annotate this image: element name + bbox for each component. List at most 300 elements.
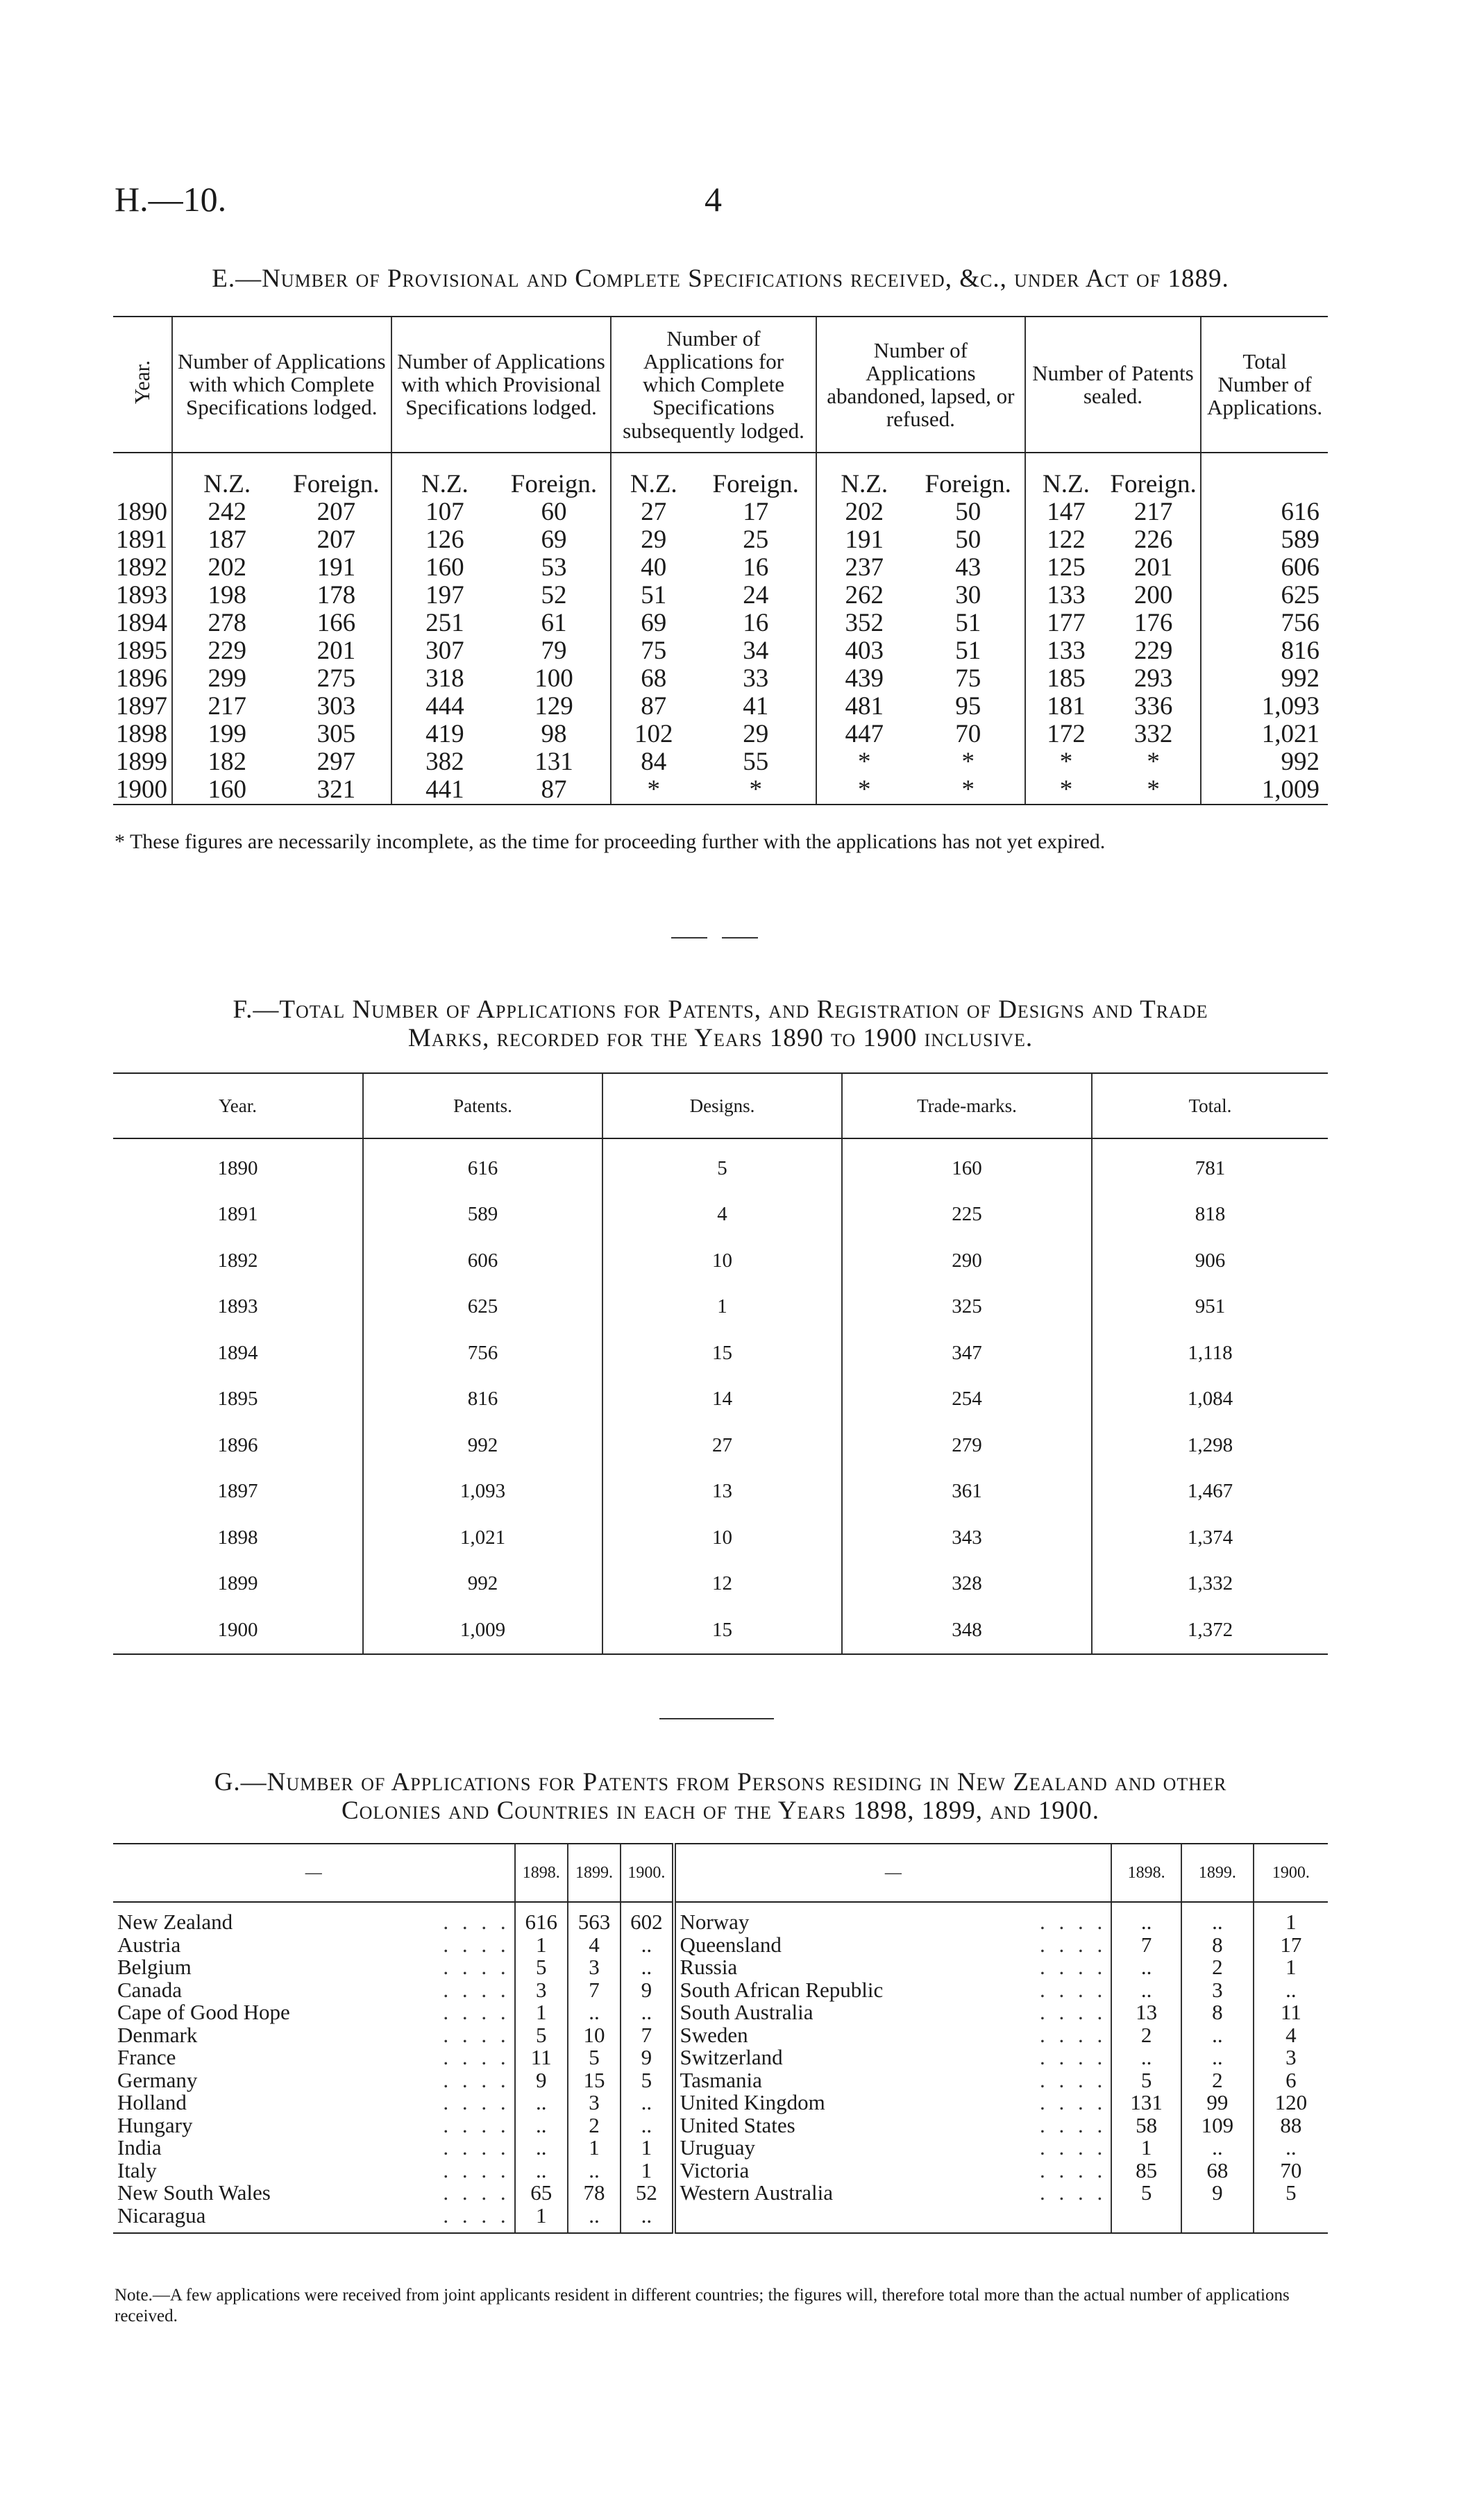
value-cell: 2 [1111, 2024, 1181, 2047]
value-cell: 51 [611, 582, 695, 609]
value-cell: 444 [391, 693, 498, 721]
value-cell: 65 [515, 2182, 568, 2205]
value-cell: 262 [816, 582, 912, 609]
table-row [113, 1377, 1328, 1423]
value-cell: .. [1181, 2024, 1254, 2047]
sub-foreign: Foreign. [1110, 469, 1197, 498]
total-cell: 1,467 [1092, 1469, 1328, 1515]
leader-dots: . . . . [443, 2067, 510, 2092]
value-cell: 202 [172, 554, 282, 582]
table-row [113, 637, 1328, 665]
leader-dots: . . . . [1040, 2067, 1107, 2092]
value-cell: 13 [1111, 2001, 1181, 2024]
col-1900: 1900. [1254, 1844, 1328, 1902]
value-cell: 30 [955, 580, 981, 609]
divider [671, 937, 707, 938]
country-cell: United States [674, 2114, 954, 2137]
trade-marks-cell: 325 [842, 1284, 1092, 1331]
section-e-footnote: * These figures are necessarily incomplete, as the time for proceeding further with the applications has not yet expired. [115, 830, 1106, 853]
value-cell: .. [1181, 2046, 1254, 2069]
value-cell: 217 [172, 693, 282, 721]
table-g [113, 1843, 1328, 2234]
value-cell: 166 [317, 608, 356, 637]
value-cell: 120 [1254, 2091, 1328, 2114]
trade-marks-cell: 225 [842, 1192, 1092, 1238]
patents-cell: 992 [363, 1561, 602, 1608]
value-cell: 1 [515, 2001, 568, 2024]
value-cell: 4 [568, 1934, 621, 1957]
total-cell: 1,093 [1201, 693, 1328, 721]
leader-dots: . . . . [443, 2135, 510, 2160]
value-cell: * [961, 747, 975, 776]
country-cell: Cape of Good Hope [117, 2000, 290, 2024]
year-cell: 1893 [217, 1295, 258, 1318]
value-cell: 133 [1025, 582, 1106, 609]
value-cell: 1 [568, 2137, 621, 2160]
leader-dots: . . . . [1040, 1977, 1107, 2002]
value-cell: 191 [317, 553, 356, 582]
total-cell: 1,021 [1201, 721, 1328, 748]
country-cell: South African Republic [674, 1979, 954, 2002]
leader-dots: . . . . [1040, 2112, 1107, 2137]
value-cell: 87 [611, 693, 695, 721]
value-cell: 5 [568, 2046, 621, 2069]
table-row [113, 1902, 1328, 1934]
patents-cell: 1,009 [363, 1607, 602, 1654]
designs-cell: 15 [602, 1330, 842, 1377]
value-cell: 160 [172, 776, 282, 805]
value-cell: 69 [541, 525, 567, 554]
value-cell: 1 [621, 2137, 673, 2160]
patents-cell: 816 [363, 1377, 602, 1423]
table-row [113, 721, 1328, 748]
country-cell: New South Wales [117, 2180, 271, 2205]
trade-marks-cell: 361 [842, 1469, 1092, 1515]
value-cell: 9 [621, 2046, 673, 2069]
value-cell: * [1106, 776, 1201, 805]
total-cell: 951 [1092, 1284, 1328, 1331]
table-row [113, 2182, 1328, 2205]
sub-nz: N.Z. [611, 453, 695, 498]
table-row [113, 1192, 1328, 1238]
value-cell [1181, 2205, 1254, 2234]
year-cell: 1895 [217, 1388, 258, 1411]
table-row [113, 776, 1328, 805]
document-code: H.—10. [115, 180, 227, 219]
value-cell: 318 [391, 665, 498, 693]
year-cell: 1895 [116, 636, 167, 665]
year-cell: 1894 [217, 1341, 258, 1364]
table-f [113, 1072, 1328, 1655]
value-cell: 293 [1133, 664, 1173, 693]
value-cell: 3 [1181, 1979, 1254, 2002]
value-cell: 70 [955, 719, 981, 748]
year-cell: 1900 [113, 1607, 363, 1654]
designs-cell: 12 [602, 1561, 842, 1608]
value-cell: .. [515, 2137, 568, 2160]
value-cell: 229 [172, 637, 282, 665]
value-cell: 29 [611, 526, 695, 554]
value-cell: 242 [172, 498, 282, 526]
value-cell: 78 [568, 2182, 621, 2205]
value-cell: 61 [541, 608, 567, 637]
section-e-title: E.—Number of Provisional and Complete Specifications received, &c., under Act of 1889. [212, 264, 1229, 293]
total-cell: 1,374 [1092, 1515, 1328, 1561]
trade-marks-cell: 347 [842, 1330, 1092, 1377]
total-cell: 781 [1092, 1138, 1328, 1192]
value-cell: 58 [1111, 2114, 1181, 2137]
country-cell: Canada [117, 1977, 182, 2002]
leader-dots: . . . . [443, 2022, 510, 2047]
total-cell: 625 [1201, 582, 1328, 609]
patents-cell: 606 [363, 1238, 602, 1284]
table-row [113, 2046, 1328, 2069]
trade-marks-cell: 328 [842, 1561, 1092, 1608]
value-cell: 17 [743, 497, 769, 526]
value-cell: .. [1111, 2046, 1181, 2069]
value-cell: 1 [621, 2160, 673, 2182]
year-cell: 1896 [116, 664, 167, 693]
value-cell: 5 [1111, 2182, 1181, 2205]
value-cell: 125 [1025, 554, 1106, 582]
value-cell: .. [621, 2114, 673, 2137]
value-cell: 200 [1133, 580, 1173, 609]
year-cell: 1899 [116, 747, 167, 776]
value-cell: 24 [743, 580, 769, 609]
patents-cell: 625 [363, 1284, 602, 1331]
value-cell: 129 [534, 691, 573, 721]
value-cell: 68 [1181, 2160, 1254, 2182]
year-cell: 1897 [116, 691, 167, 721]
col-year: Year. [113, 1073, 363, 1138]
col-trade-marks: Trade-marks. [842, 1073, 1092, 1138]
leader-dots: . . . . [443, 2000, 510, 2024]
value-cell: 237 [816, 554, 912, 582]
country-cell: Denmark [117, 2022, 198, 2047]
value-cell: 17 [1254, 1934, 1328, 1957]
section-g-title [113, 1769, 1328, 1825]
country-cell: Belgium [117, 1955, 192, 1979]
trade-marks-cell: 348 [842, 1607, 1092, 1654]
total-cell: 1,084 [1092, 1377, 1328, 1423]
total-cell: 992 [1201, 665, 1328, 693]
value-cell: 9 [621, 1979, 673, 2002]
value-cell: 11 [515, 2046, 568, 2069]
value-cell: 439 [816, 665, 912, 693]
value-cell: 172 [1025, 721, 1106, 748]
table-row [113, 748, 1328, 776]
value-cell: 1 [515, 1934, 568, 1957]
sub-foreign: Foreign. [293, 469, 380, 498]
value-cell: * [695, 776, 816, 805]
value-cell: 98 [541, 719, 567, 748]
value-cell: 10 [568, 2024, 621, 2047]
value-cell: 187 [172, 526, 282, 554]
table-row [113, 1607, 1328, 1654]
col-country-right: — [674, 1844, 1112, 1902]
table-row [113, 2205, 1328, 2234]
value-cell: 332 [1133, 719, 1173, 748]
value-cell: 60 [541, 497, 567, 526]
value-cell: .. [1181, 1902, 1254, 1934]
sub-nz: N.Z. [816, 453, 912, 498]
value-cell: 382 [391, 748, 498, 776]
col-1899: 1899. [568, 1844, 621, 1902]
value-cell: 87 [498, 776, 611, 805]
sub-foreign: Foreign. [510, 469, 598, 498]
value-cell: .. [568, 2001, 621, 2024]
table-row [113, 2069, 1328, 2092]
value-cell: 2 [1181, 1956, 1254, 1979]
value-cell: 201 [317, 636, 356, 665]
value-cell: 33 [743, 664, 769, 693]
value-cell: 147 [1025, 498, 1106, 526]
country-cell: Tasmania [674, 2069, 954, 2092]
value-cell: 616 [515, 1902, 568, 1934]
leader-dots: . . . . [443, 1955, 510, 1979]
designs-cell: 15 [602, 1607, 842, 1654]
leader-dots: . . . . [443, 2157, 510, 2182]
country-cell: Hungary [117, 2112, 193, 2137]
value-cell: .. [621, 1934, 673, 1957]
total-cell: 1,298 [1092, 1422, 1328, 1469]
table-row [113, 1561, 1328, 1608]
year-cell: 1899 [217, 1572, 258, 1595]
leader-dots: . . . . [443, 2180, 510, 2205]
value-cell: 27 [611, 498, 695, 526]
value-cell: 275 [317, 664, 356, 693]
country-cell: South Australia [674, 2001, 954, 2024]
value-cell: 201 [1133, 553, 1173, 582]
value-cell: 278 [172, 609, 282, 637]
trade-marks-cell: 160 [842, 1138, 1092, 1192]
value-cell: * [1025, 748, 1106, 776]
value-cell: 100 [534, 664, 573, 693]
year-cell: 1893 [116, 580, 167, 609]
value-cell: 563 [568, 1902, 621, 1934]
value-cell: .. [1111, 1902, 1181, 1934]
value-cell: 1 [1254, 1956, 1328, 1979]
total-cell: 816 [1201, 637, 1328, 665]
value-cell: 5 [515, 2024, 568, 2047]
value-cell: 34 [743, 636, 769, 665]
table-row [113, 2091, 1328, 2114]
table-row [113, 2160, 1328, 2182]
value-cell: 419 [391, 721, 498, 748]
value-cell: 481 [816, 693, 912, 721]
table-row [113, 2001, 1328, 2024]
leader-dots: . . . . [443, 1932, 510, 1957]
sub-nz: N.Z. [1025, 453, 1106, 498]
designs-cell: 4 [602, 1192, 842, 1238]
leader-dots: . . . . [305, 2205, 514, 2234]
value-cell: 70 [1254, 2160, 1328, 2182]
total-cell: 818 [1092, 1192, 1328, 1238]
value-cell: 336 [1133, 691, 1173, 721]
value-cell: 41 [743, 691, 769, 721]
col-subsequent: Number of Applications for which Complete Specifications subsequently lodged. [611, 317, 816, 453]
designs-cell: 14 [602, 1377, 842, 1423]
total-cell: 756 [1201, 609, 1328, 637]
value-cell: 191 [816, 526, 912, 554]
value-cell: 178 [317, 580, 356, 609]
value-cell: * [816, 748, 912, 776]
value-cell: .. [515, 2160, 568, 2182]
col-total: Total Number of Applications. [1201, 317, 1328, 453]
value-cell: 1 [1254, 1902, 1328, 1934]
designs-cell: 1 [602, 1284, 842, 1331]
value-cell: 85 [1111, 2160, 1181, 2182]
value-cell: .. [515, 2114, 568, 2137]
value-cell: 197 [391, 582, 498, 609]
leader-dots [953, 2205, 1111, 2234]
value-cell: 3 [1254, 2046, 1328, 2069]
value-cell: 447 [816, 721, 912, 748]
value-cell: * [912, 776, 1025, 805]
col-patents: Patents. [363, 1073, 602, 1138]
table-row [113, 1956, 1328, 1979]
value-cell: * [611, 776, 695, 805]
section-g-note: Note.—A few applications were received from joint applicants resident in different countries; the figures will, therefore total more than the actual number of applications received. [115, 2286, 1290, 2325]
value-cell: 8 [1181, 1934, 1254, 1957]
value-cell: * [1025, 776, 1106, 805]
value-cell: .. [1181, 2137, 1254, 2160]
total-cell: 1,118 [1092, 1330, 1328, 1377]
value-cell: 6 [1254, 2069, 1328, 2092]
col-country-left: — [113, 1844, 515, 1902]
year-cell: 1900 [113, 776, 172, 805]
value-cell: .. [621, 2205, 673, 2234]
value-cell: 5 [1111, 2069, 1181, 2092]
total-cell: 906 [1092, 1238, 1328, 1284]
value-cell: 131 [534, 747, 573, 776]
table-row [113, 498, 1328, 526]
country-cell: Norway [674, 1902, 954, 1934]
value-cell: .. [1111, 1956, 1181, 1979]
value-cell: 181 [1025, 693, 1106, 721]
leader-dots: . . . . [1040, 2000, 1107, 2024]
value-cell: 207 [317, 525, 356, 554]
year-cell: 1894 [116, 608, 167, 637]
value-cell: 251 [391, 609, 498, 637]
country-cell [674, 2205, 954, 2234]
table-row [113, 665, 1328, 693]
section-f-title [113, 996, 1328, 1052]
value-cell: 160 [391, 554, 498, 582]
value-cell: 297 [317, 747, 356, 776]
designs-cell: 5 [602, 1138, 842, 1192]
total-cell: 589 [1201, 526, 1328, 554]
value-cell: 102 [611, 721, 695, 748]
leader-dots: . . . . [443, 2045, 510, 2069]
leader-dots: . . . . [443, 2090, 510, 2114]
value-cell: 52 [621, 2182, 673, 2205]
value-cell: .. [621, 1956, 673, 1979]
table-row [113, 1330, 1328, 1377]
value-cell: 55 [743, 747, 769, 776]
value-cell: 176 [1133, 608, 1173, 637]
value-cell: 88 [1254, 2114, 1328, 2137]
country-cell: Queensland [674, 1934, 954, 1957]
value-cell: 107 [391, 498, 498, 526]
value-cell: 51 [955, 608, 981, 637]
designs-cell: 13 [602, 1469, 842, 1515]
sub-header-row [113, 453, 1328, 498]
trade-marks-cell: 279 [842, 1422, 1092, 1469]
value-cell: 9 [515, 2069, 568, 2092]
value-cell: 84 [611, 748, 695, 776]
value-cell: 5 [1254, 2182, 1328, 2205]
leader-dots: . . . . [443, 1977, 510, 2002]
leader-dots: . . . . [1040, 2090, 1107, 2114]
col-total: Total. [1092, 1073, 1328, 1138]
value-cell: 299 [172, 665, 282, 693]
leader-dots: . . . . [443, 2112, 510, 2137]
country-cell: United Kingdom [674, 2091, 954, 2114]
value-cell: 1 [1111, 2137, 1181, 2160]
designs-cell: 27 [602, 1422, 842, 1469]
leader-dots: . . . . [1040, 1955, 1107, 1979]
trade-marks-cell: 290 [842, 1238, 1092, 1284]
value-cell: 185 [1025, 665, 1106, 693]
value-cell: 307 [391, 637, 498, 665]
year-cell: 1896 [217, 1433, 258, 1456]
value-cell: .. [1254, 2137, 1328, 2160]
value-cell: 177 [1025, 609, 1106, 637]
value-cell: 9 [1181, 2182, 1254, 2205]
section-g-title-line1: G.—Number of Applications for Patents from Persons residing in New Zealand and other [214, 1768, 1227, 1796]
year-cell: 1892 [116, 553, 167, 582]
total-cell: 1,009 [1201, 776, 1328, 805]
value-cell: 7 [568, 1979, 621, 2002]
designs-cell: 10 [602, 1515, 842, 1561]
year-cell: 1890 [217, 1156, 258, 1179]
value-cell: 126 [391, 526, 498, 554]
trade-marks-cell: 343 [842, 1515, 1092, 1561]
col-year: Year. [113, 317, 172, 453]
value-cell: .. [568, 2205, 621, 2234]
country-cell: Sweden [674, 2024, 954, 2047]
table-e [113, 316, 1328, 805]
col-1898: 1898. [1111, 1844, 1181, 1902]
table-row [113, 1284, 1328, 1331]
page-number: 4 [705, 180, 722, 219]
year-cell: 1891 [217, 1203, 258, 1226]
table-row [113, 2024, 1328, 2047]
value-cell: 226 [1133, 525, 1173, 554]
value-cell: .. [568, 2160, 621, 2182]
value-cell: 52 [541, 580, 567, 609]
value-cell: 321 [282, 776, 391, 805]
year-cell: 1898 [217, 1526, 258, 1549]
value-cell: 198 [172, 582, 282, 609]
leader-dots: . . . . [1040, 1910, 1107, 1934]
country-cell: Italy [117, 2157, 157, 2182]
leader-dots: . . . . [1040, 2045, 1107, 2069]
value-cell: 199 [172, 721, 282, 748]
col-sealed: Number of Patents sealed. [1025, 317, 1201, 453]
value-cell: 303 [317, 691, 356, 721]
value-cell: 2 [568, 2114, 621, 2137]
section-f-title-line1: F.—Total Number of Applications for Patents, and Registration of Designs and Trade [233, 995, 1208, 1024]
value-cell: .. [621, 2091, 673, 2114]
col-1900: 1900. [621, 1844, 673, 1902]
value-cell: 15 [568, 2069, 621, 2092]
value-cell: * [1147, 747, 1160, 776]
country-cell: India [117, 2135, 162, 2160]
value-cell: 2 [1181, 2069, 1254, 2092]
value-cell: 53 [541, 553, 567, 582]
